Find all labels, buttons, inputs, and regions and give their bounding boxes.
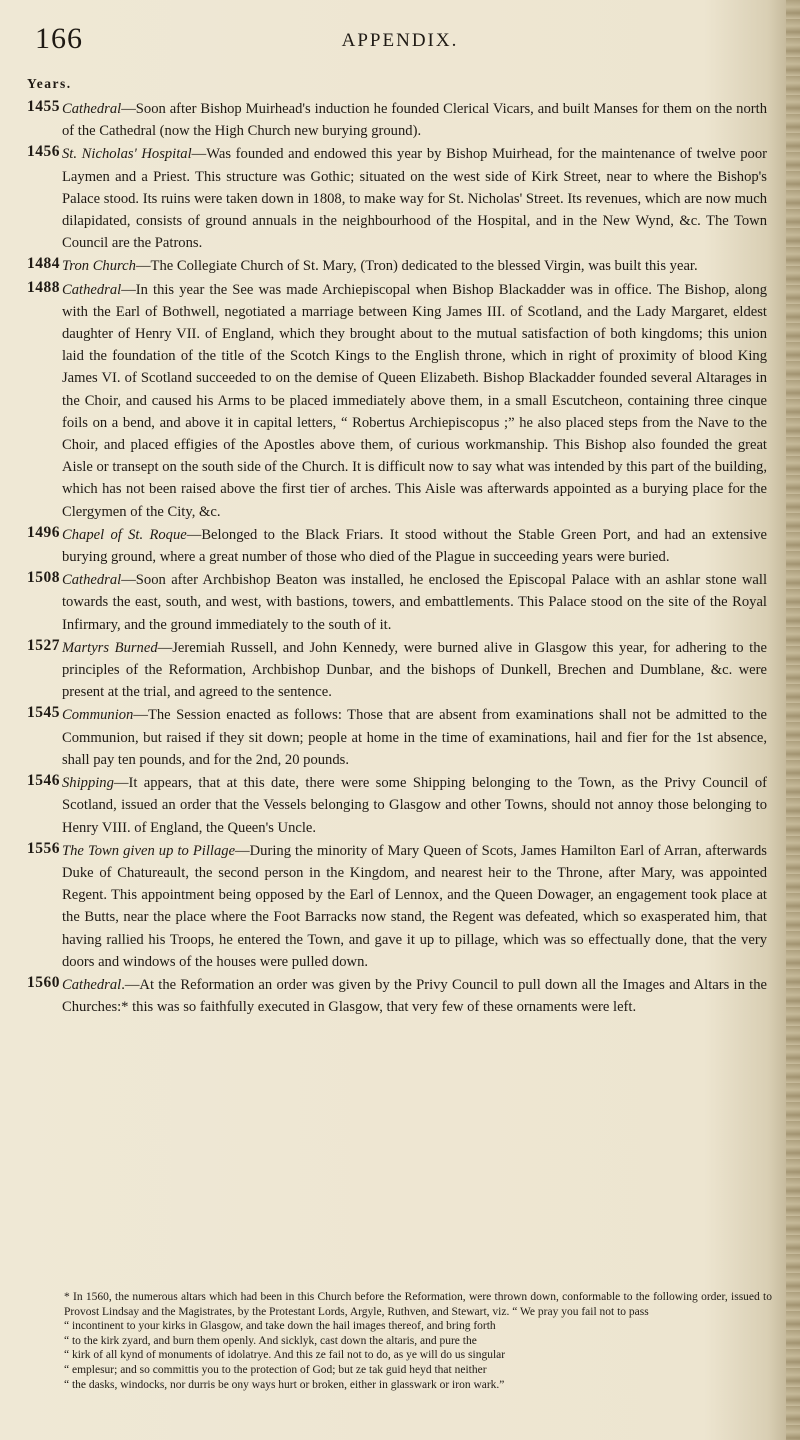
footnote-line: “ the dasks, windocks, nor durris be ony ways hurt or broken, either in glasswark or iron wark.” — [64, 1378, 505, 1391]
footnote-line: “ to the kirk zyard, and burn them openly. And sicklyk, cast down the altaris, and pure the — [64, 1334, 477, 1347]
entry-title: Martyrs Burned — [62, 639, 158, 656]
entry-year: 1488 — [27, 278, 60, 296]
entry-title: Cathedral — [62, 281, 122, 298]
entry-text: —The Collegiate Church of St. Mary, (Tron) dedicated to the blessed Virgin, was built this year. — [135, 258, 698, 275]
running-head: APPENDIX. — [341, 30, 459, 51]
entry-text: —Jeremiah Russell, and John Kennedy, were burned alive in Glasgow this year, for adhering to the principles of the Reformation, Archbishop Dunbar, and the bishops of Dunkell, Brechen and Dumblane, &c. were present at the trial, and agreed to the sentence. — [62, 639, 767, 701]
entry-text: .—At the Reformation an order was given by the Privy Council to pull down all the Images and Altars in the Churches:* this was so faithfully executed in Glasgow, that very few of these ornaments were left. — [62, 976, 767, 1016]
entry-year: 1560 — [27, 973, 60, 991]
entry-1556 — [0, 840, 800, 973]
entry-1455 — [0, 98, 800, 142]
entry-1546 — [0, 772, 800, 839]
entry-text: —Soon after Bishop Muirhead's induction he founded Clerical Vicars, and built Manses for them on the north of the Cathedral (now the High Church new burying ground). — [62, 101, 767, 140]
entry-text: —Soon after Archbishop Beaton was installed, he enclosed the Episcopal Palace with an ashlar stone wall towards the east, south, and west, with bastions, towers, and embattlements. This Palace stood on the site of the Royal Infirmary, and the ground immediately to the south of it. — [62, 572, 767, 633]
entry-1545 — [0, 704, 800, 771]
entry-title: Communion — [62, 707, 134, 724]
page-header — [0, 22, 800, 62]
footnote — [64, 1290, 772, 1392]
entry-text: —Belonged to the Black Friars. It stood without the Stable Green Port, and had an extensive burying ground, where a great number of those who died of the Plague in succeeding years were buried. — [62, 526, 767, 566]
chronology-entries — [0, 98, 800, 1019]
page-number: 166 — [35, 22, 83, 55]
entry-year: 1527 — [27, 636, 60, 654]
footnote-line: “ kirk of all kynd of monuments of idolatrye. And this ze fail not to do, as ye will do us singular — [64, 1349, 506, 1362]
entry-year: 1546 — [27, 772, 60, 790]
entry-text: —Was founded and endowed this year by Bishop Muirhead, for the maintenance of twelve poor Laymen and a Priest. This structure was Gothic; situated on the west side of Kirk Street, near to where the Bishop's Palace stood. Its ruins were taken down in 1808, to make way for St. Nicholas' Street. Its revenues, which are now much dilapidated, consists of ground annuals in the neighbourhood of the Hospital, and in the New Wynd, &c. The Town Council are the Patrons. — [62, 146, 767, 252]
entry-title: Cathedral — [62, 572, 122, 589]
entry-year: 1508 — [27, 569, 60, 587]
entry-text: —During the minority of Mary Queen of Scots, James Hamilton Earl of Arran, afterwards Duke of Chatureault, the second person in the Kingdom, and nearest heir to the Throne, after Mary, was appointed Regent. This appointment being opposed by the Earl of Lennox, and the Queen Dowager, an engagement took place at the Butts, near the place where the Foot Barracks now stand, the Regent was defeated, which so exasperated him, that having rallied his Troops, he entered the Town, and gave it up to pillage, which was so effectually done, that the very doors and windows of the houses were pulled down. — [62, 842, 767, 970]
entry-title: Shipping — [62, 775, 114, 792]
entry-title: Cathedral — [62, 976, 122, 993]
entry-title: St. Nicholas' Hospital — [62, 146, 192, 163]
entry-year: 1545 — [27, 704, 60, 722]
years-column-label: Years. — [27, 76, 72, 91]
entry-1508 — [0, 569, 800, 636]
entry-text: —It appears, that at this date, there were some Shipping belonging to the Town, as the Privy Council of Scotland, issued an order that the Vessels belonging to Glasgow and other Towns, should not annoy those belonging to Henry VIII. of England, the Queen's Uncle. — [62, 775, 767, 836]
entry-1456 — [0, 143, 800, 254]
entry-1496 — [0, 524, 800, 568]
entry-1488 — [0, 279, 800, 523]
entry-title: The Town given up to Pillage — [62, 842, 236, 859]
entry-year: 1456 — [27, 143, 60, 161]
entry-year: 1455 — [27, 98, 60, 115]
entry-year: 1556 — [27, 839, 60, 857]
footnote-line: “ incontinent to your kirks in Glasgow, and take down the hail images thereof, and bring forth — [64, 1320, 496, 1333]
entry-title: Tron Church — [62, 258, 136, 275]
entry-1527 — [0, 637, 800, 704]
entry-year: 1484 — [27, 255, 60, 273]
entry-text: —In this year the See was made Archiepiscopal when Bishop Blackadder was in office. The Bishop, along with the Earl of Bothwell, negotiated a marriage between King James III. of Scotland, and the Lady Margaret, eldest daughter of Henry VII. of England, which they brought about to the mutual satisfaction of both kingdoms; this union laid the foundation of the title of the Scotch Kings to the English throne, which in right of proximity of blood King James VI. of Scotland succeeded to on the demise of Queen Elizabeth. Bishop Blackadder founded several Altarages in the Choir, and caused his Arms to be placed immediately above them, in a small Escutcheon, containing three cinque foils on a bend, and above it in capital letters, “ Robertus Archiepiscopus ;” he also placed steps from the Nave to the Choir, and placed effigies of the Apostles above them, of curious workmanship. This Bishop also founded the great Aisle or transept on the south side of the Church. It is difficult now to say what was intended by this part of the building, which has not been raised above the first tier of arches. This Aisle was afterwards appointed as a burying place for the Clergymen of the City, &c. — [62, 281, 767, 520]
entry-text: —The Session enacted as follows: Those that are absent from examinations shall not be admitted to the Communion, but raised if they sit down; people at home in the time of examinations, hail and fier for the 1st absence, shall pay ten pounds, and for the 2nd, 20 pounds. — [62, 707, 767, 768]
footnote-line: “ emplesur; and so committis you to the protection of God; but ze tak guid heyd that neither — [64, 1363, 487, 1376]
entry-1484 — [0, 255, 800, 277]
entry-1560 — [0, 974, 800, 1018]
entry-title: Cathedral — [62, 101, 122, 117]
footnote-line: * In 1560, the numerous altars which had been in this Church before the Reformation, were thrown down, conformable to the following order, issued to Provost Lindsay and the Magistrates, by the Protestant Lords, Argyle, Ruthven, and Stewart, viz. “ We pray you fail not to pass — [64, 1291, 772, 1318]
entry-title: Chapel of St. Roque — [62, 526, 187, 543]
entry-year: 1496 — [27, 523, 60, 541]
